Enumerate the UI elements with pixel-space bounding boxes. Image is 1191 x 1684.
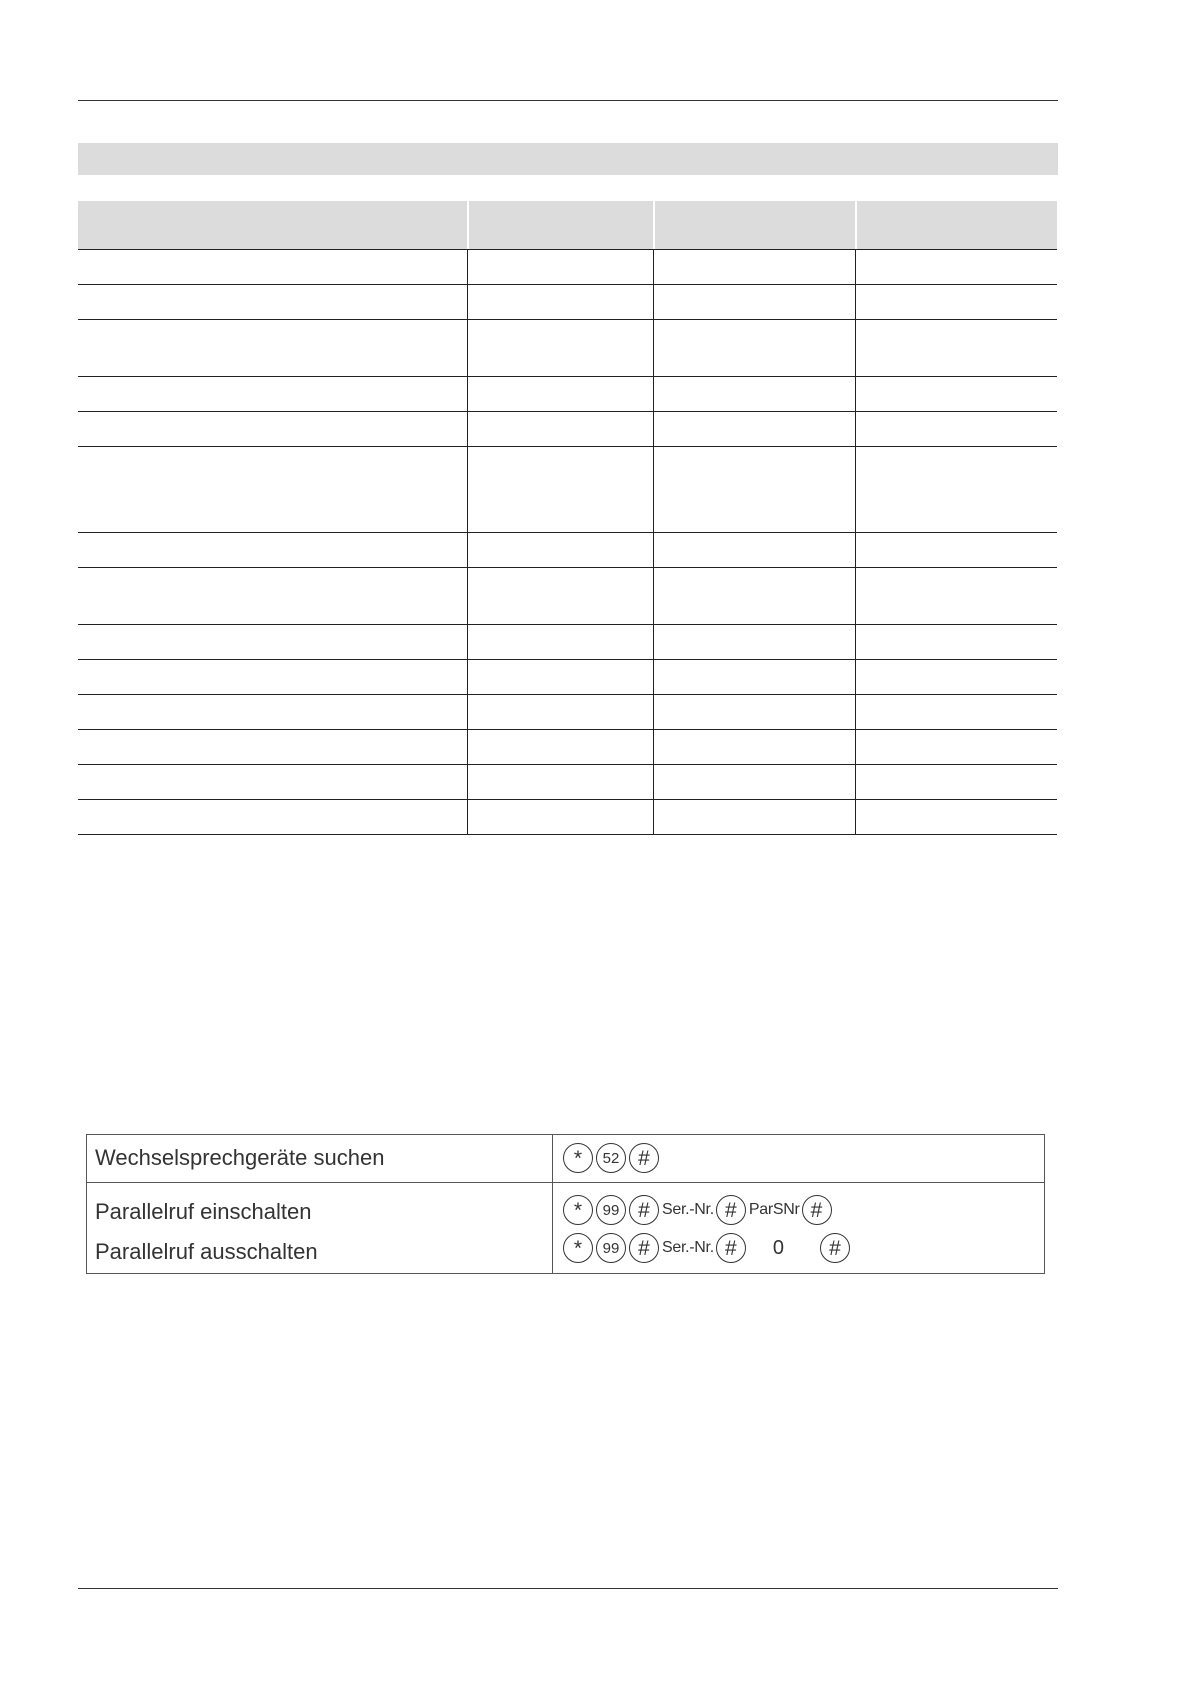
star-key-icon: * (563, 1143, 593, 1173)
code-sequence-parallel-on (563, 1193, 835, 1227)
star-key-icon: * (563, 1233, 593, 1263)
hash-key-icon: # (802, 1195, 832, 1225)
code-sequence-parallel-off (563, 1231, 853, 1265)
code-sequence-search (563, 1141, 662, 1175)
hash-key-icon: # (629, 1233, 659, 1263)
table-row (78, 625, 1057, 660)
footer-rule (78, 1588, 1058, 1589)
table-row (78, 447, 1057, 533)
zero-value: 0 (772, 1236, 784, 1259)
header-rule (78, 100, 1058, 101)
hash-key-icon: # (629, 1195, 659, 1225)
code-label-search: Wechselsprechgeräte suchen (95, 1145, 385, 1170)
table-row (78, 660, 1057, 695)
hash-key-icon: # (716, 1195, 746, 1225)
section-heading-bar (78, 143, 1058, 175)
hash-key-icon: # (629, 1143, 659, 1173)
serial-number-placeholder: Ser.-Nr. (662, 1201, 714, 1218)
table-row (78, 800, 1057, 835)
table-row (78, 533, 1057, 568)
parallel-serial-placeholder: ParSNr (748, 1201, 800, 1218)
code-table-divider (552, 1135, 553, 1273)
table-row (78, 412, 1057, 447)
number-key-icon: 99 (596, 1195, 626, 1225)
table-row (78, 377, 1057, 412)
table-row (78, 765, 1057, 800)
number-key-icon: 99 (596, 1233, 626, 1263)
table-row (78, 695, 1057, 730)
code-table (86, 1134, 1045, 1274)
hash-key-icon: # (716, 1233, 746, 1263)
table-row (78, 730, 1057, 765)
table-header (78, 201, 1057, 250)
serial-number-placeholder: Ser.-Nr. (662, 1239, 714, 1256)
code-table-separator (87, 1182, 1044, 1183)
table-row (78, 250, 1057, 285)
star-key-icon: * (563, 1195, 593, 1225)
code-label-parallel-off: Parallelruf ausschalten (95, 1239, 318, 1264)
table-row (78, 285, 1057, 320)
number-key-icon: 52 (596, 1143, 626, 1173)
code-label-parallel-on: Parallelruf einschalten (95, 1199, 312, 1224)
empty-table (78, 201, 1057, 835)
table-row (78, 568, 1057, 625)
hash-key-icon: # (820, 1233, 850, 1263)
table-row (78, 320, 1057, 377)
